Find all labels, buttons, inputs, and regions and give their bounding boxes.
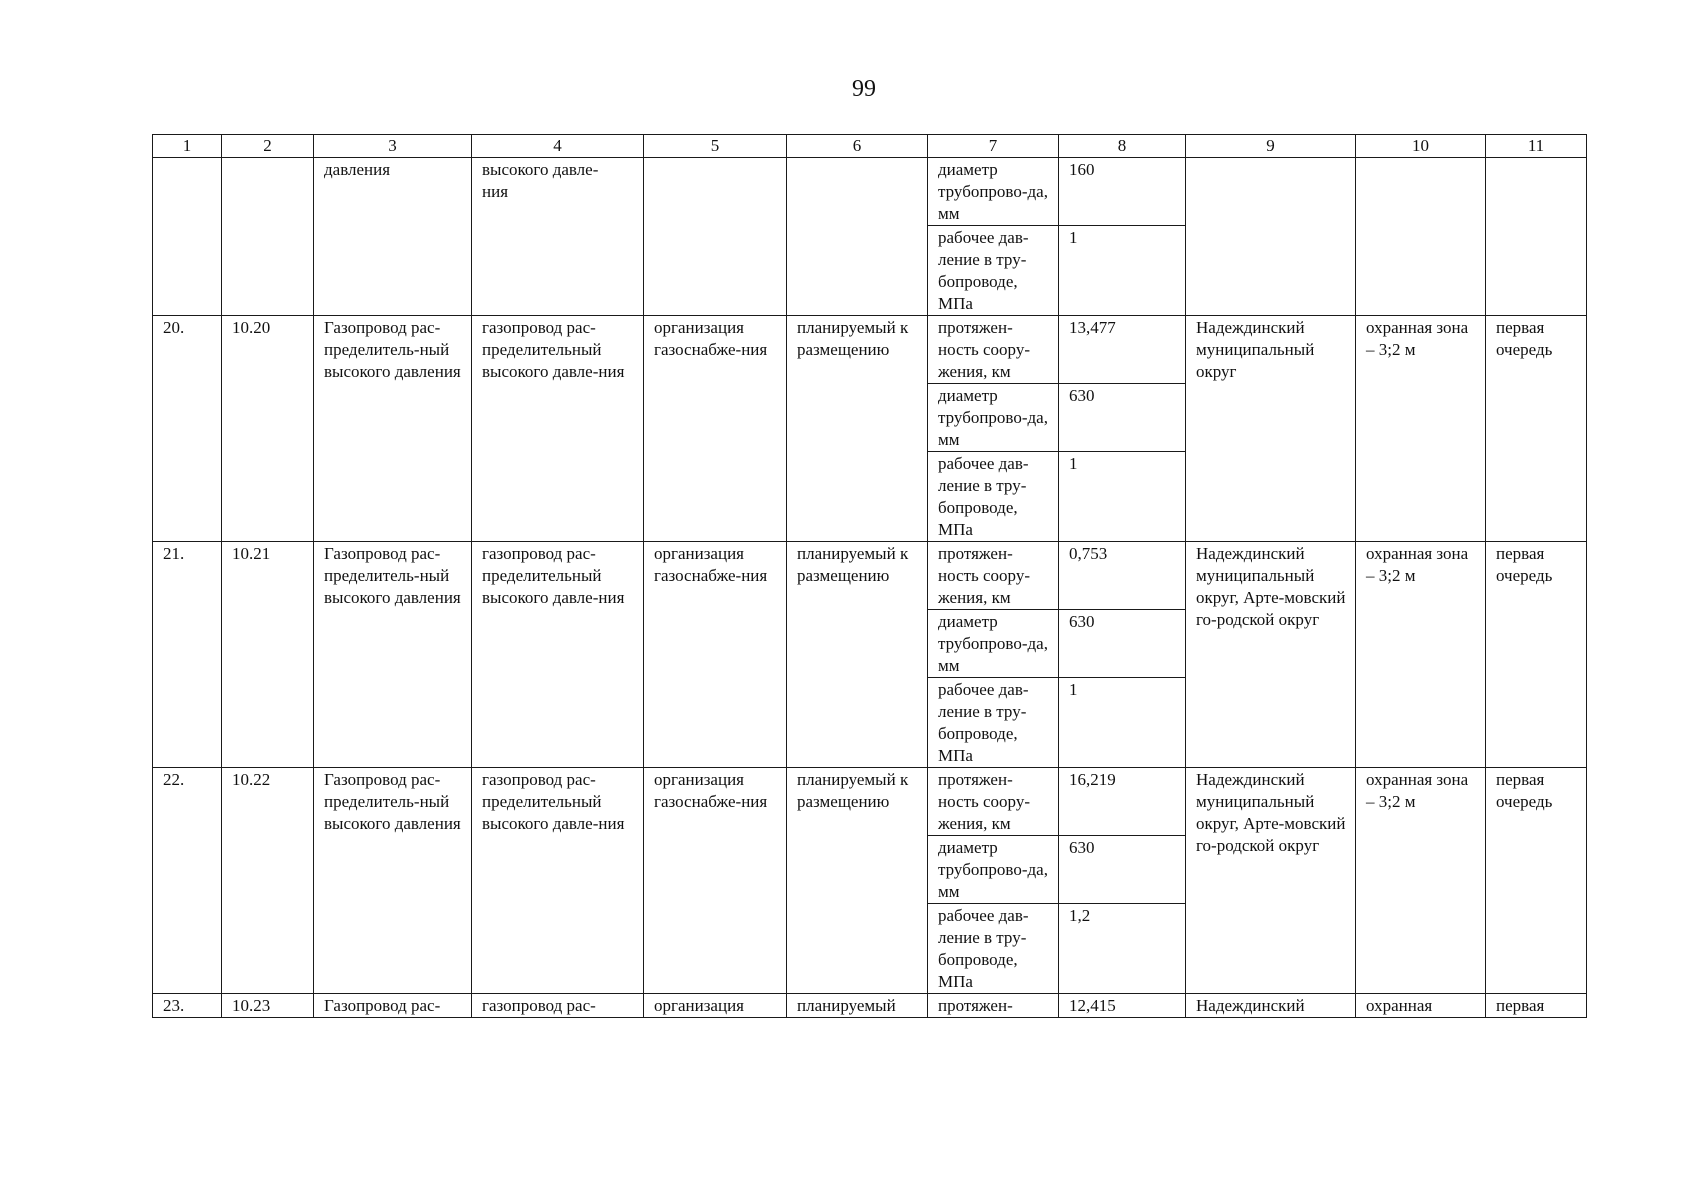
cell-purpose: газопровод рас-пределительный высокого давле-ния: [472, 768, 644, 994]
table-row: [153, 768, 1587, 836]
column-number: 8: [1059, 135, 1186, 158]
cell-name: Газопровод рас-: [314, 994, 472, 1018]
cell-status: планируемый к размещению: [787, 542, 928, 768]
cell-name: Газопровод рас-пределитель-ный высокого давления: [314, 542, 472, 768]
cell-param-name: рабочее дав-ление в тру-бопроводе, МПа: [928, 904, 1059, 994]
table-row: [153, 542, 1587, 610]
cell-owner: организация: [644, 994, 787, 1018]
register-table: [152, 134, 1587, 1018]
cell-num: 21.: [153, 542, 222, 768]
column-number: 4: [472, 135, 644, 158]
cell-param-name: рабочее дав-ление в тру-бопроводе, МПа: [928, 226, 1059, 316]
table-row: [153, 158, 1587, 226]
cell-param-value: 16,219: [1059, 768, 1186, 836]
column-number: 6: [787, 135, 928, 158]
cell-status: [787, 158, 928, 316]
cell-param-value: 1: [1059, 678, 1186, 768]
cell-num: 23.: [153, 994, 222, 1018]
cell-param-name: протяжен-ность соору-жения, км: [928, 542, 1059, 610]
cell-param-name: диаметр трубопрово-да, мм: [928, 384, 1059, 452]
cell-param-value: 1: [1059, 226, 1186, 316]
cell-param-value: 1,2: [1059, 904, 1186, 994]
cell-stage: первая очередь: [1486, 542, 1587, 768]
cell-param-value: 13,477: [1059, 316, 1186, 384]
cell-param-value: 1: [1059, 452, 1186, 542]
column-number: 11: [1486, 135, 1587, 158]
cell-zone: охранная зона – 3;2 м: [1356, 542, 1486, 768]
cell-param-name: диаметр трубопрово-да, мм: [928, 836, 1059, 904]
cell-owner: организация газоснабже-ния: [644, 768, 787, 994]
cell-stage: [1486, 158, 1587, 316]
cell-param-value: 630: [1059, 836, 1186, 904]
cell-param: протяжен-: [928, 994, 1059, 1018]
cell-num: [153, 158, 222, 316]
table-row: [153, 316, 1587, 384]
cell-name: Газопровод рас-пределитель-ный высокого давления: [314, 768, 472, 994]
column-number-row: [153, 135, 1587, 158]
cell-value: 12,415: [1059, 994, 1186, 1018]
cell-purpose: высокого давле- ния: [472, 158, 644, 316]
cell-param-name: диаметр трубопрово-да, мм: [928, 610, 1059, 678]
cell-stage: первая очередь: [1486, 768, 1587, 994]
cell-location: Надеждинский муниципальный округ, Арте-мовский го-родской округ: [1186, 768, 1356, 994]
cell-param-name: рабочее дав-ление в тру-бопроводе, МПа: [928, 678, 1059, 768]
register-table-body: [153, 135, 1587, 1018]
cell-stage: первая: [1486, 994, 1587, 1018]
cell-zone: охранная: [1356, 994, 1486, 1018]
cell-location: Надеждинский муниципальный округ: [1186, 316, 1356, 542]
column-number: 1: [153, 135, 222, 158]
cell-purpose: газопровод рас-пределительный высокого давле-ния: [472, 542, 644, 768]
cell-owner: организация газоснабже-ния: [644, 542, 787, 768]
cell-location: Надеждинский: [1186, 994, 1356, 1018]
cell-code: 10.23: [222, 994, 314, 1018]
cell-code: [222, 158, 314, 316]
column-number: 10: [1356, 135, 1486, 158]
cell-location: Надеждинский муниципальный округ, Арте-мовский го-родской округ: [1186, 542, 1356, 768]
cell-param-value: 0,753: [1059, 542, 1186, 610]
cell-num: 22.: [153, 768, 222, 994]
page-number: 99: [852, 76, 876, 102]
cell-code: 10.21: [222, 542, 314, 768]
cell-stage: первая очередь: [1486, 316, 1587, 542]
cell-purpose: газопровод рас-: [472, 994, 644, 1018]
cell-code: 10.20: [222, 316, 314, 542]
cell-param-name: диаметр трубопрово-да, мм: [928, 158, 1059, 226]
cell-param-value: 630: [1059, 610, 1186, 678]
cell-name: давления: [314, 158, 472, 316]
cell-param-value: 630: [1059, 384, 1186, 452]
cell-zone: [1356, 158, 1486, 316]
cell-param-name: протяжен-ность соору-жения, км: [928, 768, 1059, 836]
column-number: 2: [222, 135, 314, 158]
cell-owner: [644, 158, 787, 316]
cell-code: 10.22: [222, 768, 314, 994]
cell-param-name: протяжен-ность соору-жения, км: [928, 316, 1059, 384]
cell-name: Газопровод рас-пределитель-ный высокого давления: [314, 316, 472, 542]
column-number: 3: [314, 135, 472, 158]
cell-zone: охранная зона – 3;2 м: [1356, 768, 1486, 994]
cell-status: планируемый к размещению: [787, 768, 928, 994]
table-row-cut: [153, 994, 1587, 1018]
cell-purpose: газопровод рас-пределительный высокого давле-ния: [472, 316, 644, 542]
column-number: 7: [928, 135, 1059, 158]
cell-zone: охранная зона – 3;2 м: [1356, 316, 1486, 542]
cell-status: планируемый к размещению: [787, 316, 928, 542]
cell-owner: организация газоснабже-ния: [644, 316, 787, 542]
cell-param-name: рабочее дав-ление в тру-бопроводе, МПа: [928, 452, 1059, 542]
cell-location: [1186, 158, 1356, 316]
column-number: 5: [644, 135, 787, 158]
cell-num: 20.: [153, 316, 222, 542]
cell-status: планируемый: [787, 994, 928, 1018]
cell-param-value: 160: [1059, 158, 1186, 226]
column-number: 9: [1186, 135, 1356, 158]
